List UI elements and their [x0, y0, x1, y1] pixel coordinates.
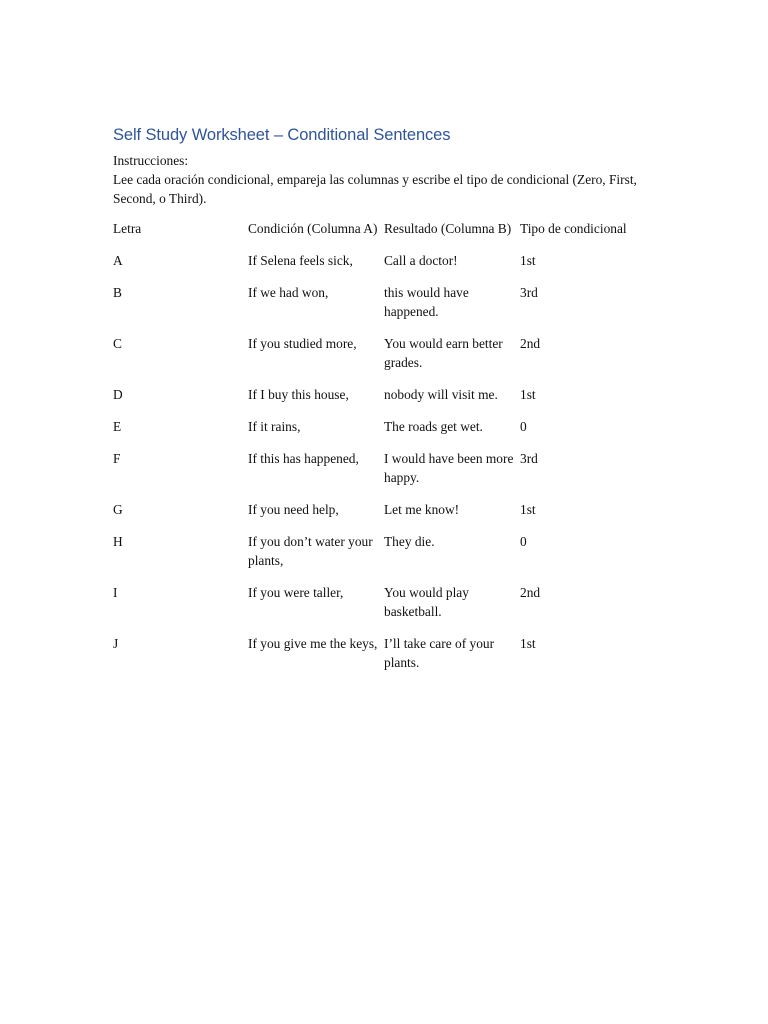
table-row — [113, 634, 658, 685]
table-row — [113, 449, 658, 500]
cell-condicion: If you don’t water your plants, — [248, 534, 373, 568]
cell-resultado: Call a doctor! — [384, 253, 458, 268]
cell-condicion: If this has happened, — [248, 451, 359, 466]
cell-letra: A — [113, 253, 123, 268]
instructions-text: Lee cada oración condicional, empareja las columnas y escribe el tipo de condicional (Zero, First, Second, o Third). — [113, 172, 637, 206]
header-resultado: Resultado (Columna B) — [384, 221, 512, 236]
cell-letra: I — [113, 585, 118, 600]
cell-resultado: They die. — [384, 534, 435, 549]
table-row — [113, 500, 658, 532]
cell-letra: D — [113, 387, 123, 402]
cell-resultado: this would have happened. — [384, 285, 469, 319]
instructions-label: Instrucciones: — [113, 153, 189, 168]
cell-letra: F — [113, 451, 121, 466]
cell-condicion: If you studied more, — [248, 336, 357, 351]
worksheet-page — [113, 124, 658, 685]
table-row — [113, 334, 658, 385]
cell-condicion: If it rains, — [248, 419, 301, 434]
cell-resultado: You would play basketball. — [384, 585, 469, 619]
cell-resultado: The roads get wet. — [384, 419, 483, 434]
cell-tipo: 2nd — [520, 585, 541, 600]
table-row — [113, 583, 658, 634]
cell-condicion: If I buy this house, — [248, 387, 349, 402]
cell-resultado: I’ll take care of your plants. — [384, 636, 495, 670]
table-body — [113, 219, 658, 685]
cell-letra: C — [113, 336, 122, 351]
cell-resultado: Let me know! — [384, 502, 460, 517]
cell-letra: J — [113, 636, 119, 651]
cell-tipo: 0 — [520, 419, 527, 434]
cell-letra: G — [113, 502, 123, 517]
header-condicion: Condición (Columna A) — [248, 221, 378, 236]
table-header-row — [113, 219, 658, 251]
cell-resultado: nobody will visit me. — [384, 387, 498, 402]
cell-condicion: If you were taller, — [248, 585, 344, 600]
cell-tipo: 1st — [520, 387, 536, 402]
cell-letra: E — [113, 419, 122, 434]
cell-letra: H — [113, 534, 123, 549]
cell-tipo: 0 — [520, 534, 527, 549]
header-letra: Letra — [113, 221, 142, 236]
cell-resultado: I would have been more happy. — [384, 451, 514, 485]
table-row — [113, 385, 658, 417]
conditionals-table — [113, 219, 658, 685]
page-title: Self Study Worksheet – Conditional Sentences — [113, 126, 451, 144]
cell-tipo: 2nd — [520, 336, 541, 351]
cell-condicion: If you give me the keys, — [248, 636, 378, 651]
table-row — [113, 532, 658, 583]
cell-tipo: 1st — [520, 253, 536, 268]
cell-letra: B — [113, 285, 122, 300]
cell-condicion: If we had won, — [248, 285, 329, 300]
cell-tipo: 3rd — [520, 285, 538, 300]
cell-tipo: 1st — [520, 502, 536, 517]
cell-tipo: 1st — [520, 636, 536, 651]
cell-condicion: If you need help, — [248, 502, 339, 517]
table-row — [113, 283, 658, 334]
table-row — [113, 417, 658, 449]
cell-resultado: You would earn better grades. — [384, 336, 503, 370]
table-row — [113, 251, 658, 283]
cell-condicion: If Selena feels sick, — [248, 253, 353, 268]
header-tipo: Tipo de condicional — [520, 221, 627, 236]
cell-tipo: 3rd — [520, 451, 538, 466]
